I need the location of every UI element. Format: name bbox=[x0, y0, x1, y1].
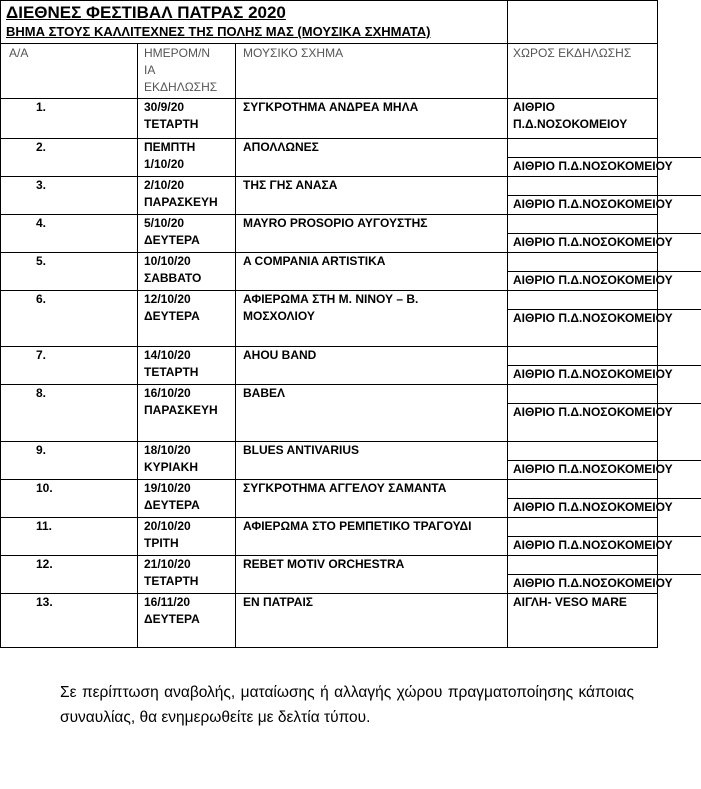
row-number: 5. bbox=[36, 254, 47, 268]
col-header-date-line2: ΙΑ bbox=[144, 63, 156, 77]
footer-note: Σε περίπτωση αναβολής, ματαίωσης ή αλλαγής χώρου πραγματοποίησης κάποιας συναυλίας, θα ενημερωθείτε με δελτία τύπου. bbox=[60, 684, 634, 726]
row-day: ΔΕΥΤΕΡΑ bbox=[144, 498, 200, 512]
row-date: 21/10/20 bbox=[144, 557, 191, 571]
row-group: MAYRO PROSOPIO ΑΥΓΟΥΣΤΗΣ bbox=[243, 216, 428, 230]
row-number: 3. bbox=[36, 178, 47, 192]
col-header-venue: ΧΩΡΟΣ ΕΚΔΗΛΩΣΗΣ bbox=[513, 46, 632, 60]
row-group: ΕΝ ΠΑΤΡΑΙΣ bbox=[243, 595, 313, 609]
row-group: ΣΥΓΚΡΟΤΗΜΑ ΑΓΓΕΛΟΥ ΣΑΜΑΝΤΑ bbox=[243, 481, 447, 495]
row-venue-alt: ΑΙΘΡΙΟ Π.Δ.ΝΟΣΟΚΟΜΕΙΟΥ bbox=[507, 536, 701, 554]
row-group: ΑΦΙΕΡΩΜΑ ΣΤΟ ΡΕΜΠΕΤΙΚΟ ΤΡΑΓΟΥΔΙ bbox=[243, 519, 472, 533]
row-venue: ΑΙΘΡΙΟ bbox=[513, 100, 556, 114]
row-day: ΤΡΙΤΗ bbox=[144, 536, 179, 550]
row-group: ΑΦΙΕΡΩΜΑ ΣΤΗ Μ. ΝΙΝΟΥ – Β. bbox=[243, 292, 419, 306]
col-header-date-line1: ΗΜΕΡΟΜ/Ν bbox=[144, 46, 210, 60]
row-day: ΔΕΥΤΕΡΑ bbox=[144, 233, 200, 247]
col-header-date-line3: ΕΚΔΗΛΩΣΗΣ bbox=[144, 80, 218, 94]
row-number: 4. bbox=[36, 216, 47, 230]
col-header-aa: Α/Α bbox=[9, 46, 29, 60]
row-venue-alt: ΑΙΘΡΙΟ Π.Δ.ΝΟΣΟΚΟΜΕΙΟΥ bbox=[507, 233, 701, 251]
row-venue-alt: ΑΙΘΡΙΟ Π.Δ.ΝΟΣΟΚΟΜΕΙΟΥ bbox=[507, 157, 701, 175]
row-day: ΠΑΡΑΣΚΕΥΗ bbox=[144, 195, 218, 209]
row-date: 2/10/20 bbox=[144, 178, 185, 192]
row-group: REBET MOTIV ORCHESTRA bbox=[243, 557, 405, 571]
row-day: ΚΥΡΙΑΚΗ bbox=[144, 460, 199, 474]
row-number: 11. bbox=[36, 519, 53, 533]
row-date: 30/9/20 bbox=[144, 100, 185, 114]
row-group: BLUES ANTIVARIUS bbox=[243, 443, 360, 457]
row-date: 20/10/20 bbox=[144, 519, 191, 533]
document-title: ΔΙΕΘΝΕΣ ΦΕΣΤΙΒΑΛ ΠΑΤΡΑΣ 2020 bbox=[6, 3, 286, 22]
row-day: ΣΑΒΒΑΤΟ bbox=[144, 271, 202, 285]
row-group: ΒΑΒΕΛ bbox=[243, 386, 286, 400]
col-header-group: ΜΟΥΣΙΚΟ ΣΧΗΜΑ bbox=[243, 46, 344, 60]
title-divider bbox=[507, 0, 508, 43]
row-date: 19/10/20 bbox=[144, 481, 191, 495]
header-top-line bbox=[0, 43, 658, 44]
row-day: 1/10/20 bbox=[144, 157, 185, 171]
row-group-line2: ΜΟΣΧΟΛΙΟΥ bbox=[243, 309, 315, 323]
row-date: 10/10/20 bbox=[144, 254, 191, 268]
row-number: 6. bbox=[36, 292, 47, 306]
row-venue-alt: ΑΙΘΡΙΟ Π.Δ.ΝΟΣΟΚΟΜΕΙΟΥ bbox=[507, 574, 701, 592]
row-day: ΤΕΤΑΡΤΗ bbox=[144, 574, 199, 588]
table-border-top bbox=[0, 0, 658, 1]
row-number: 10. bbox=[36, 481, 53, 495]
row-date: 12/10/20 bbox=[144, 292, 191, 306]
row-group: AHOU BAND bbox=[243, 348, 317, 362]
row-group: A COMPANIA ARTISTIKA bbox=[243, 254, 386, 268]
row-date: 14/10/20 bbox=[144, 348, 191, 362]
row-number: 9. bbox=[36, 443, 47, 457]
row-venue-alt: ΑΙΘΡΙΟ Π.Δ.ΝΟΣΟΚΟΜΕΙΟΥ bbox=[507, 271, 701, 289]
document-subtitle: ΒΗΜΑ ΣΤΟΥΣ ΚΑΛΛΙΤΕΧΝΕΣ ΤΗΣ ΠΟΛΗΣ ΜΑΣ (ΜΟΥΣΙΚΑ ΣΧΗΜΑΤΑ) bbox=[6, 24, 431, 39]
row-number: 2. bbox=[36, 140, 47, 154]
row-day: ΠΑΡΑΣΚΕΥΗ bbox=[144, 403, 218, 417]
row-number: 1. bbox=[36, 100, 47, 114]
row-venue-alt: ΑΙΘΡΙΟ Π.Δ.ΝΟΣΟΚΟΜΕΙΟΥ bbox=[507, 195, 701, 213]
row-day: ΤΕΤΑΡΤΗ bbox=[144, 117, 199, 131]
row-venue-alt: ΑΙΘΡΙΟ Π.Δ.ΝΟΣΟΚΟΜΕΙΟΥ bbox=[507, 365, 701, 383]
row-date: 18/10/20 bbox=[144, 443, 191, 457]
row-number: 7. bbox=[36, 348, 47, 362]
row-number: 13. bbox=[36, 595, 53, 609]
row-number: 12. bbox=[36, 557, 53, 571]
row-number: 8. bbox=[36, 386, 47, 400]
row-venue-alt: ΑΙΘΡΙΟ Π.Δ.ΝΟΣΟΚΟΜΕΙΟΥ bbox=[507, 403, 701, 421]
row-venue: ΑΙΓΛΗ- VESO MARE bbox=[513, 595, 627, 609]
row-day: ΤΕΤΑΡΤΗ bbox=[144, 365, 199, 379]
row-venue-line2: Π.Δ.ΝΟΣΟΚΟΜΕΙΟΥ bbox=[513, 117, 628, 131]
row-venue-alt: ΑΙΘΡΙΟ Π.Δ.ΝΟΣΟΚΟΜΕΙΟΥ bbox=[507, 309, 701, 327]
row-venue-alt: ΑΙΘΡΙΟ Π.Δ.ΝΟΣΟΚΟΜΕΙΟΥ bbox=[507, 498, 701, 516]
row-venue-alt: ΑΙΘΡΙΟ Π.Δ.ΝΟΣΟΚΟΜΕΙΟΥ bbox=[507, 460, 701, 478]
table-border-bottom bbox=[0, 647, 658, 648]
row-date: 5/10/20 bbox=[144, 216, 185, 230]
row-date: 16/11/20 bbox=[144, 595, 191, 609]
row-group: ΑΠΟΛΛΩΝΕΣ bbox=[243, 140, 319, 154]
row-group: ΤΗΣ ΓΗΣ ΑΝΑΣΑ bbox=[243, 178, 338, 192]
row-day: ΔΕΥΤΕΡΑ bbox=[144, 612, 200, 626]
row-date: 16/10/20 bbox=[144, 386, 191, 400]
row-group: ΣΥΓΚΡΟΤΗΜΑ ΑΝΔΡΕΑ ΜΗΛΑ bbox=[243, 100, 419, 114]
row-day: ΔΕΥΤΕΡΑ bbox=[144, 309, 200, 323]
row-date: ΠΕΜΠΤΗ bbox=[144, 140, 196, 154]
